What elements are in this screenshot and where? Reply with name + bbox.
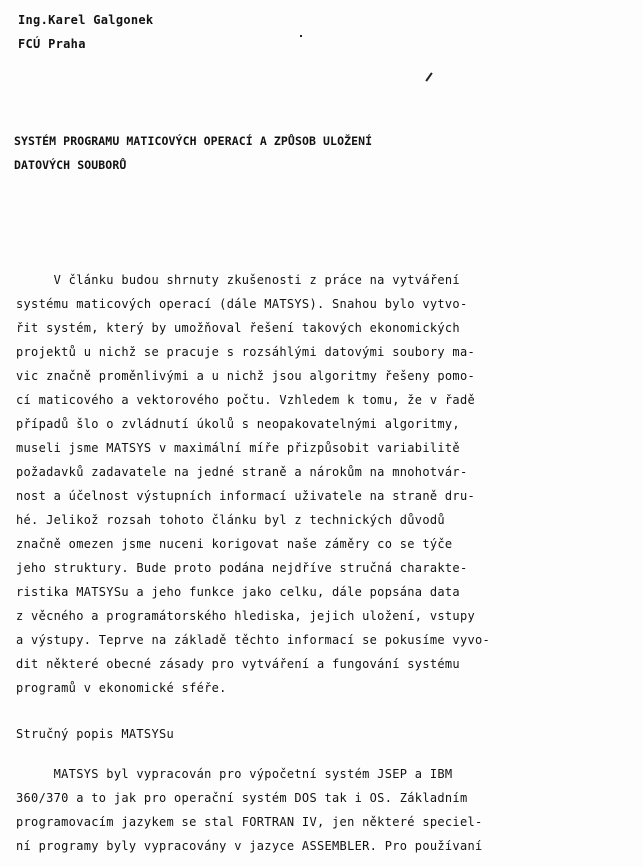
paragraph-2-line: 360/370 a to jak pro operační systém DOS tak i OS. Základním [16,791,468,805]
paragraph-1-line: hé. Jelikož rozsah tohoto článku byl z technických důvodů [16,513,445,527]
paragraph-1-line: systému maticových operací (dále MATSYS). Snahou bylo vytvo- [16,297,468,311]
paragraph-1-line: případů šlo o zvládnutí úkolů s neopakovatelnými algoritmy, [16,417,460,431]
paragraph-1-line: a výstupy. Teprve na základě těchto informací se pokusíme vyvo- [16,633,491,647]
section-heading: Stručný popis MATSYSu [16,727,175,741]
paragraph-1-line: z věcného a programátorského hlediska, jejich uložení, vstupy [16,609,476,623]
paragraph-1-line: řit systém, který by umožňoval řešení takových ekonomických [16,321,460,335]
paragraph-1-line: značně omezen jsme nuceni korigovat naše záměry co se týče [16,537,453,551]
paragraph-1-line: museli jsme MATSYS v maximální míře přizpůsobit variabilitě [16,441,460,455]
author-affiliation: FCÚ Praha [18,37,86,51]
paragraph-1-line: cí maticového a vektorového počtu. Vzhledem k tomu, že v řadě [16,393,476,407]
author-name: Ing.Karel Galgonek [18,13,154,27]
paragraph-1-line: vic značně proměnlivými a u nichž jsou algoritmy řešeny pomo- [16,369,476,383]
paragraph-2-line: programovacím jazykem se stal FORTRAN IV, jen některé speciel- [16,815,483,829]
paragraph-2-line: MATSYS byl vypracován pro výpočetní systém JSEP a IBM [16,767,453,781]
paragraph-1-line: V článku budou shrnuty zkušenosti z práce na vytváření [16,273,460,287]
paragraph-1-line: dit některé obecné zásady pro vytváření a fungování systému [16,657,460,671]
article-title-line-2: DATOVÝCH SOUBORŮ [14,158,127,172]
paragraph-1-line: nost a účelnost výstupních informací uživatele na straně dru- [16,489,476,503]
paragraph-1-line: ristika MATSYSu a jeho funkce jako celku, dále popsána data [16,585,460,599]
article-title-line-1: SYSTÉM PROGRAMU MATICOVÝCH OPERACÍ A ZPŮSOB ULOŽENÍ [14,134,373,148]
paragraph-2-line: ní programy byly vypracovány v jazyce ASSEMBLER. Pro používaní [16,839,483,853]
paragraph-1-line: požadavků zadavatele na jedné straně a nárokům na mnohotvár- [16,465,468,479]
paragraph-1-line: jeho struktury. Bude proto podána nejdříve stručná charakte- [16,561,468,575]
scan-mark [425,72,432,81]
scan-speck [300,35,302,37]
paragraph-1-line: programů v ekonomické sféře. [16,681,227,695]
paragraph-1-line: projektů u nichž se pracuje s rozsáhlými datovými soubory ma- [16,345,476,359]
